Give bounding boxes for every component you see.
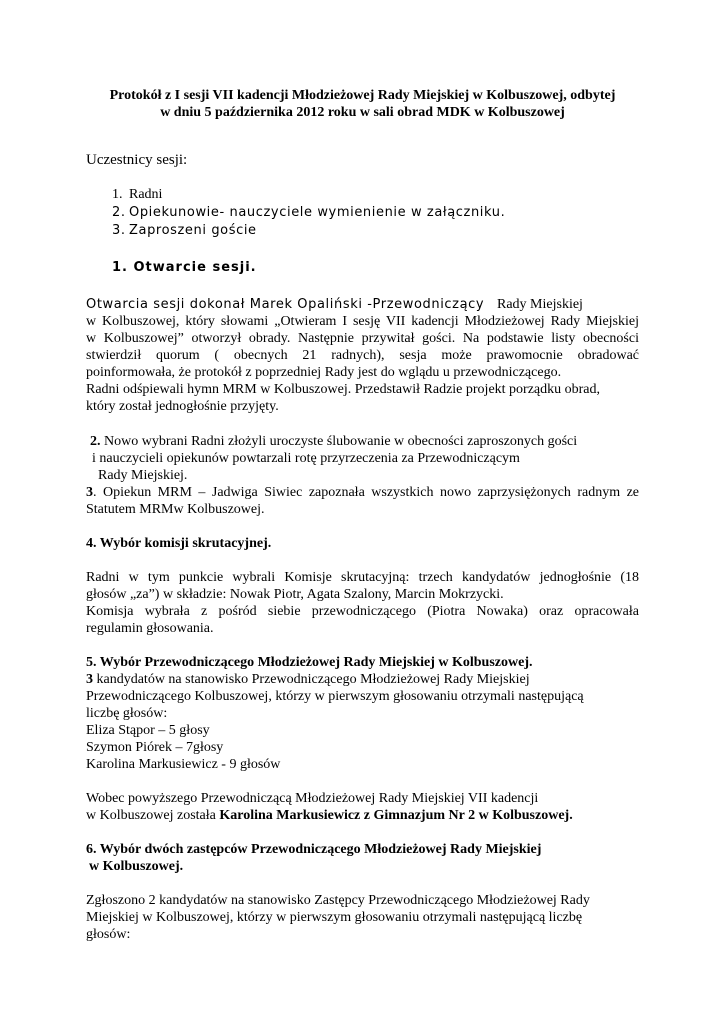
section-1-line-2: w Kolbuszowej, który słowami „Otwieram I sesję VII kadencji Młodzieżowej Rady Miejskiej	[86, 314, 639, 329]
document-title-line-1: Protokół z I sesji VII kadencji Młodzieżowej Rady Miejskiej w Kolbuszowej, odbytej	[109, 88, 616, 103]
section-1-line-3: w Kolbuszowej” otworzył obrady. Następnie przywitał gości. Na podstawie listy obecności	[86, 331, 639, 346]
section-1-line-7: który został jednogłośnie przyjęty.	[86, 399, 279, 414]
section-2-text-1: Nowo wybrani Radni złożyli uroczyste ślubowanie w obecności zaproszonych gości	[100, 434, 578, 449]
section-1-line-4: stwierdził quorum ( obecnych 21 radnych), sesja może prawomocnie obradować	[86, 348, 639, 363]
participant-num-2: 2.	[112, 205, 126, 220]
section-5-line-2: Przewodniczącego Kolbuszowej, którzy w pierwszym głosowaniu otrzymali następującą	[86, 689, 584, 704]
document-title-line-2: w dniu 5 października 2012 roku w sali obrad MDK w Kolbuszowej	[160, 105, 565, 120]
section-1-heading: 1. Otwarcie sesji.	[112, 260, 257, 275]
section-5-heading: 5. Wybór Przewodniczącego Młodzieżowej Rady Miejskiej w Kolbuszowej.	[86, 655, 533, 670]
section-4-heading: 4. Wybór komisji skrutacyjnej.	[86, 536, 272, 551]
vote-result-3: Karolina Markusiewicz - 9 głosów	[86, 757, 281, 772]
vote-result-1: Eliza Stąpor – 5 głosy	[86, 723, 210, 738]
section-2-text-line-3: Rady Miejskiej.	[98, 468, 188, 483]
participants-heading: Uczestnicy sesji:	[86, 152, 188, 168]
section-6-heading-line-2: w Kolbuszowej.	[89, 859, 184, 874]
participant-item-1: Radni	[129, 187, 163, 202]
section-4-line-3: Komisja wybrała z pośród siebie przewodniczącego (Piotra Nowaka) oraz opracowała	[86, 604, 639, 619]
section-5-result-prefix: w Kolbuszowej została	[86, 808, 220, 823]
section-3-text-line-1	[86, 484, 639, 501]
section-1-line-5: poinformowała, że protokół z poprzedniej Rady jest do wglądu u przewodniczącego.	[86, 365, 562, 380]
section-2-text-line-1	[90, 433, 577, 450]
section-3-text-line-2: Statutem MRMw Kolbuszowej.	[86, 502, 265, 517]
section-6-heading-line-1: 6. Wybór dwóch zastępców Przewodniczącego Młodzieżowej Rady Miejskiej	[86, 842, 542, 857]
participant-num-3: 3.	[112, 223, 126, 238]
section-1-line-1b: Rady Miejskiej	[497, 297, 583, 312]
section-3-number: 3	[86, 485, 93, 500]
section-5-line-1-text: kandydatów na stanowisko Przewodniczącego Młodzieżowej Rady Miejskiej	[93, 672, 530, 687]
section-6-line-1: Zgłoszono 2 kandydatów na stanowisko Zastępcy Przewodniczącego Młodzieżowej Rady	[86, 893, 590, 908]
section-2-text-line-2: i nauczycieli opiekunów powtarzali rotę przyrzeczenia za Przewodniczącym	[92, 451, 520, 466]
section-3-text-1: . Opiekun MRM – Jadwiga Siwiec zapoznała wszystkich nowo zaprzysiężonych radnym ze	[93, 485, 639, 500]
section-6-line-3: głosów:	[86, 927, 131, 942]
section-4-line-4: regulamin głosowania.	[86, 621, 214, 636]
section-5-candidate-count: 3	[86, 672, 93, 687]
section-5-line-1	[86, 671, 530, 688]
section-5-result-line-1: Wobec powyższego Przewodniczącą Młodzieżowej Rady Miejskiej VII kadencji	[86, 791, 539, 806]
section-1-line-6: Radni odśpiewali hymn MRM w Kolbuszowej. Przedstawił Radzie projekt porządku obrad,	[86, 382, 601, 397]
participant-item-2: Opiekunowie- nauczyciele wymienienie w załączniku.	[129, 205, 506, 220]
section-2-number: 2.	[90, 434, 101, 449]
participant-item-3: Zaproszeni goście	[129, 223, 257, 238]
section-6-line-2: Miejskiej w Kolbuszowej, którzy w pierwszym głosowaniu otrzymali następującą liczbę	[86, 910, 583, 925]
participant-num-1: 1.	[112, 187, 123, 202]
elected-chairperson: Karolina Markusiewicz z Gimnazjum Nr 2 w Kolbuszowej.	[219, 808, 573, 823]
section-5-line-3: liczbę głosów:	[86, 706, 168, 721]
vote-result-2: Szymon Piórek – 7głosy	[86, 740, 224, 755]
section-4-line-2: głosów „za”) w składzie: Nowak Piotr, Agata Szalony, Marcin Mokrzycki.	[86, 587, 504, 602]
section-5-result-line-2	[86, 807, 573, 824]
section-1-line-1a: Otwarcia sesji dokonał Marek Opaliński -Przewodniczący	[86, 297, 485, 312]
section-4-line-1: Radni w tym punkcie wybrali Komisje skrutacyjną: trzech kandydatów jednogłośnie (18	[86, 570, 639, 585]
